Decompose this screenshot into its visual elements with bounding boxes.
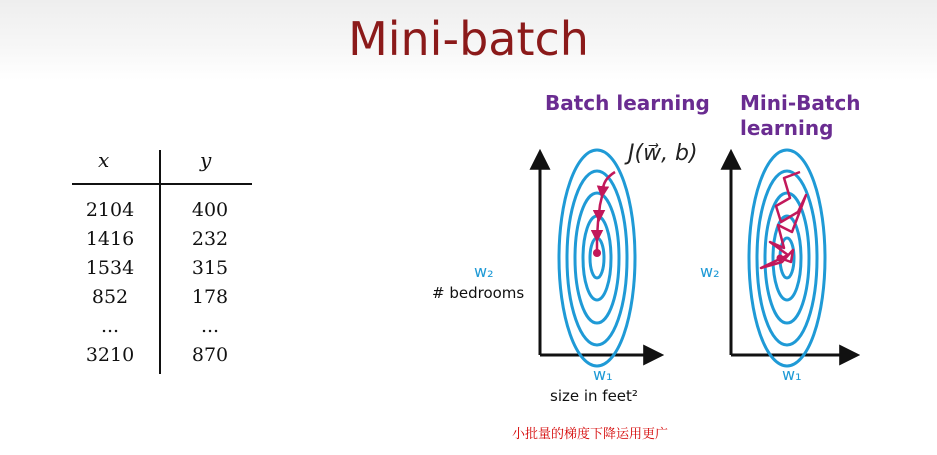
table-cell-y: ... (200, 315, 220, 337)
table-cell-x: ... (100, 315, 120, 337)
x-axis-label: size in feet² (550, 387, 638, 405)
minibatch-learning-label-line2: learning (740, 116, 834, 140)
contour-ring (559, 150, 635, 366)
table-cell-y: 400 (191, 199, 229, 221)
table-cell-x: 1534 (85, 257, 135, 279)
table-cell-x: 852 (91, 286, 129, 308)
batch-minimum-point (593, 249, 601, 257)
table-cell-y: 870 (191, 344, 229, 366)
table-cell-x: 2104 (85, 199, 135, 221)
minibatch-point (777, 255, 784, 262)
table-cell-y: 232 (191, 228, 229, 250)
left-w1-label: w₁ (593, 365, 613, 384)
right-w1-label: w₁ (782, 365, 802, 384)
table-header-x: x (98, 148, 110, 172)
table-cell-y: 178 (191, 286, 229, 308)
table-cell-x: 3210 (85, 344, 135, 366)
chinese-caption: 小批量的梯度下降运用更广 (511, 427, 668, 442)
left-w2-label: w₂ (474, 262, 494, 281)
batch-learning-label: Batch learning (545, 91, 710, 115)
left-contours (559, 150, 635, 366)
right-w2-label: w₂ (700, 262, 720, 281)
table-cell-x: 1416 (85, 228, 135, 250)
table-cell-y: 315 (191, 257, 229, 279)
table-header-y: y (200, 148, 212, 172)
minibatch-learning-label-line1: Mini-Batch (740, 91, 861, 115)
y-axis-label: # bedrooms (432, 284, 525, 302)
batch-step-arrow (602, 186, 603, 196)
page-title: Mini-batch (348, 12, 589, 66)
cost-function-label: J(w⃗, b) (628, 141, 698, 166)
